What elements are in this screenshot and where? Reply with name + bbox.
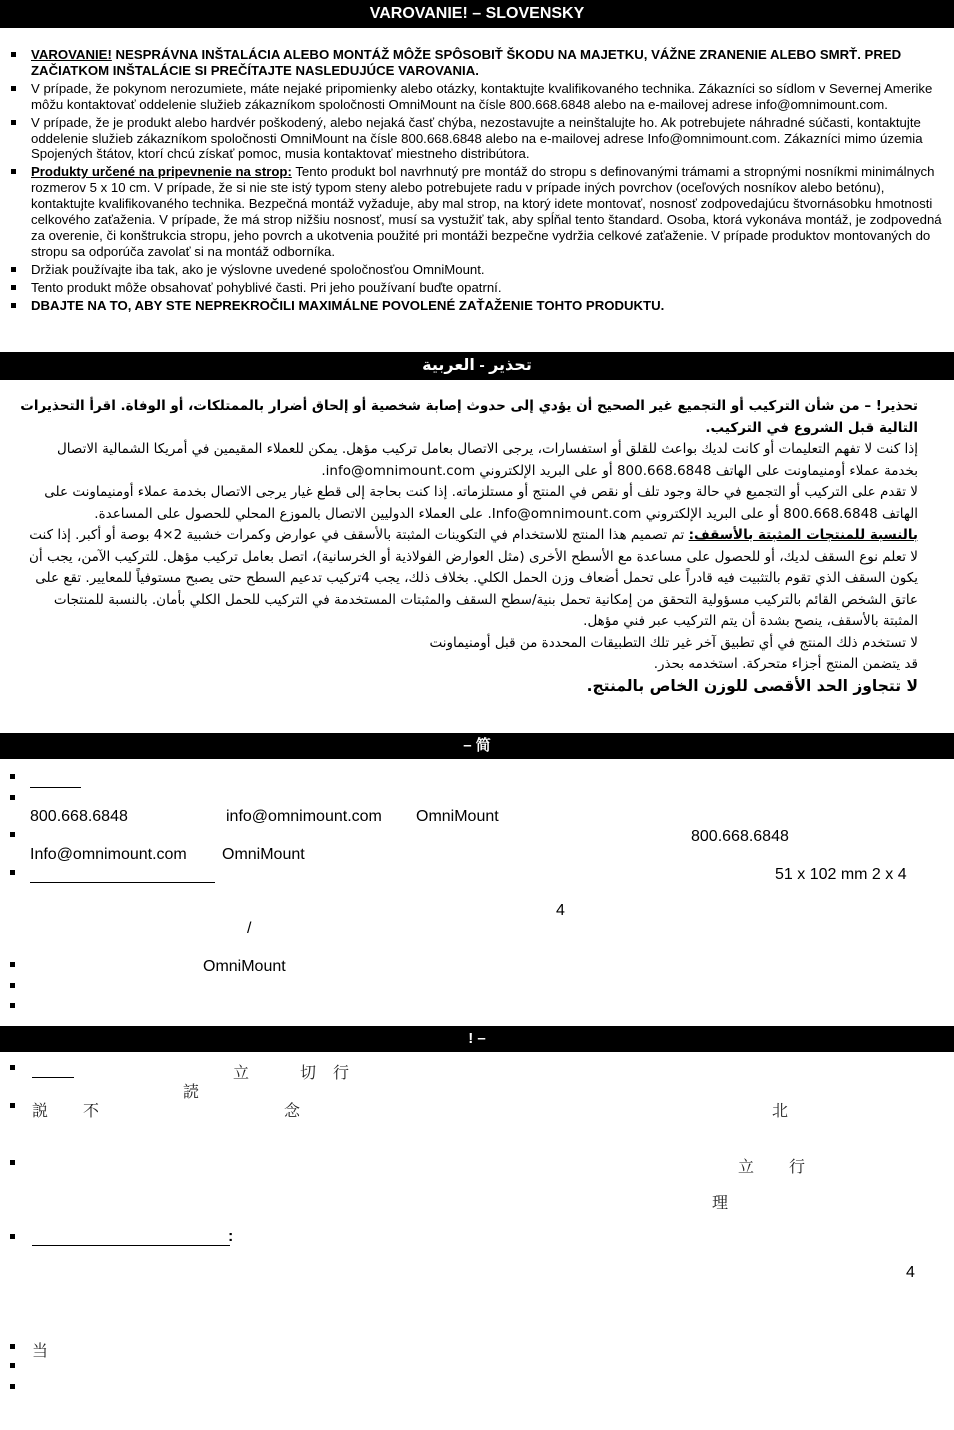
email-address: Info@omnimount.com: [30, 846, 187, 863]
arabic-paragraph: لا تستخدم ذلك المنتج في أي تطبيق آخر غير تلك التطبيقات المحددة من قبل أومنيماونت: [429, 634, 918, 651]
list-bullet: [10, 774, 18, 782]
cjk-glyph: 理: [712, 1193, 729, 1212]
list-bullet: [10, 962, 18, 970]
brand-name: OmniMount: [416, 808, 499, 825]
phone-number: 800.668.6848: [30, 808, 128, 825]
cjk-glyph: 不: [83, 1101, 100, 1120]
section-header-traditional-chinese: ! –: [0, 1026, 954, 1052]
underline-mark: [32, 1077, 74, 1078]
list-bullet: [10, 1003, 18, 1011]
dimensions-text: 51 x 102 mm 2 x 4: [775, 866, 907, 883]
slash-text: /: [247, 920, 252, 937]
list-bullet: [10, 1344, 18, 1352]
list-item: V prípade, že pokynom nerozumiete, máte nejaké pripomienky alebo otázky, kontaktujte kvalifikovaného technika. Zákazníci so sídlom v Severnej Amerike môžu kontaktovať oddelenie služieb zákazníkom spoločnosti OmniMount na čísle 800.668.6848 alebo na e-mailovej adrese info@omnimount.com.: [10, 81, 944, 113]
list-item: DBAJTE NA TO, ABY STE NEPREKROČILI MAXIMÁLNE POVOLENÉ ZAŤAŽENIE TOHTO PRODUKTU.: [10, 298, 944, 314]
cjk-glyph: 行: [333, 1063, 350, 1082]
underline-mark: [32, 1245, 230, 1246]
cjk-glyph: 念: [284, 1101, 301, 1120]
brand-name: OmniMount: [203, 958, 286, 975]
list-item: Tento produkt môže obsahovať pohyblivé časti. Pri jeho používaní buďte opatrní.: [10, 280, 944, 296]
list-bullet: [10, 1363, 18, 1371]
arabic-paragraph: إذا كنت لا تفهم التعليمات أو كانت لديك بواعث للقلق أو استفسارات، يرجى الاتصال بعامل تركيب مؤهل. يمكن للعملاء المقيمين في أمريكا الشمالية الاتصال بخدمة عملاء أومنيماونت على الهاتف 800.668.6848 أو على البريد الإلكتروني info@omnimount.com.: [56, 441, 918, 479]
list-bullet: [10, 832, 18, 840]
cjk-glyph: 当: [32, 1341, 49, 1360]
list-item: Držiak používajte iba tak, ako je výslovne uvedené spoločnosťou OmniMount.: [10, 262, 944, 278]
list-bullet: [10, 1160, 18, 1168]
cjk-glyph: 北: [772, 1101, 789, 1120]
list-item: VAROVANIE! NESPRÁVNA INŠTALÁCIA ALEBO MONTÁŽ MÔŽE SPÔSOBIŤ ŠKODU NA MAJETKU, VÁŽNE ZRANENIE ALEBO SMRŤ. PRED ZAČIATKOM INŠTALÁCIE SI PREČÍTAJTE NASLEDUJÚCE VAROVANIA.: [10, 47, 944, 79]
cjk-glyph: 行: [789, 1157, 806, 1176]
cjk-glyph: 説: [32, 1101, 49, 1120]
phone-number: 800.668.6848: [691, 828, 789, 845]
list-bullet: [10, 795, 18, 803]
section-header-arabic: تحذير - العربية: [0, 352, 954, 380]
cjk-glyph: 立: [738, 1157, 755, 1176]
arabic-paragraph: بالنسبة للمنتجات المثبتة بالأسقف: تم تصميم هذا المنتج للاستخدام في التكوينات المثبتة بالأسقف في عوارض وكمرات خشبية 2×4 بوصة أو أكبر. إذا كنت لا تعلم نوع السقف لديك، أو للحصول على مساعدة مع الأسطح الأخرى (مثل العوارض الفولاذية أو الخرسانية)، اتصل بعامل تركيب مؤهل. للتركيب الآمن، يجب أن يكون السقف الذي تقوم بالتثبيت فيه قادراً على تحمل أضعاف وزن الحمل الكلي. بخلاف ذلك، يجب 4تركيب تدعيم السطح حتى يصبح مستوفياً للمعايير. تقع على عاتق الشخص القائم بالتركيب مسؤولية التحقق من إمكانية تحمل بنية/سطح السقف والمثبتات المستخدمة في التركيب للحمل الكلي بأمان. بالنسبة للمنتجات المثبتة بالأسقف، ينصح بشدة أن يتم التركيب عبر فني مؤهل.: [29, 527, 918, 629]
arabic-warning-heading: تحذير! – من شأن التركيب أو التجميع غير الصحيح أن يؤدي إلى حدوث إصابة شخصية أو إلحاق أضرار بالممتلكات، أو الوفاة. اقرأ التحذيرات التالية قبل الشروع في التركيب.: [20, 398, 918, 436]
email-address: info@omnimount.com: [226, 808, 382, 825]
cjk-glyph: 切: [300, 1063, 317, 1082]
brand-name: OmniMount: [222, 846, 305, 863]
arabic-paragraph: قد يتضمن المنتج أجزاء متحركة. استخدمه بحذر.: [653, 656, 918, 672]
multiplier-text: 4: [556, 902, 565, 919]
list-bullet: [10, 983, 18, 991]
arabic-paragraph: لا تتجاوز الحد الأقصى للوزن الخاص بالمنتج.: [586, 676, 918, 695]
list-item: Produkty určené na pripevnenie na strop: Tento produkt bol navrhnutý pre montáž do stropu s definovanými trámami a stropnými nosníkmi minimálnych rozmerov 5 x 10 cm. V prípade, že si nie ste istý typom steny alebo potrebujete radu v prípade iných povrchov (oceľových nosníkov alebo betónu), kontaktujte kvalifikovaného technika. Bezpečná montáž vyžaduje, aby mal strop, na ktorý idete montovať, nosnosť zodpovedajúcu štvornásobku hmotnosti celkového zaťaženia. V prípade, že má strop nižšiu nosnosť, musí sa vystužiť tak, aby spĺňal tento štandard. Osoba, ktorá vykonáva montáž, je zodpovedná za overenie, či konštrukcia stropu, jeho povrch a ukotvenia použité pri montáži bezpečne vydržia celkové zaťaženie. V prípade produktov montovaných do stropu sa odporúča zavolať si na montáž odborníka.: [10, 164, 944, 259]
list-bullet: [10, 1103, 18, 1111]
underline-mark: [30, 787, 81, 788]
list-bullet: [10, 870, 18, 878]
multiplier-text: 4: [906, 1264, 915, 1281]
slovak-warning-list: [10, 47, 944, 316]
section-header-slovak: VAROVANIE! – SLOVENSKY: [0, 0, 954, 28]
list-bullet: [10, 1384, 18, 1392]
cjk-glyph: 立: [233, 1063, 250, 1082]
underline-mark: [30, 882, 215, 883]
list-bullet: [10, 1065, 18, 1073]
arabic-warning-block: [20, 396, 918, 697]
section-header-simplified-chinese: – 简: [0, 733, 954, 759]
list-bullet: [10, 1234, 18, 1242]
colon-text: :: [228, 1228, 234, 1245]
list-item: V prípade, že je produkt alebo hardvér poškodený, alebo nejaká časť chýba, nezostavujte a neinštalujte ho. Ak potrebujete náhradné súčasti, kontaktujte oddelenie služieb zákazníkom spoločnosti OmniMount na čísle 800.668.6848 alebo na e-mailovej adrese Info@omnimount.com. Zákazníci mimo územia Spojených štátov, ktorí chcú získať pomoc, musia kontaktovať miestneho distribútora.: [10, 115, 944, 163]
arabic-paragraph: لا تقدم على التركيب أو التجميع في حالة وجود تلف أو نقص في المنتج أو مستلزماته. إذا كنت بحاجة إلى قطع غيار يرجى الاتصال بخدمة عملاء أومنيماونت على الهاتف 800.668.6848 أو على البريد الإلكتروني Info@omnimount.com. على العملاء الدوليين الاتصال بالموزع المحلي للحصول على المساعدة.: [44, 484, 918, 522]
cjk-glyph: 読: [183, 1082, 200, 1101]
